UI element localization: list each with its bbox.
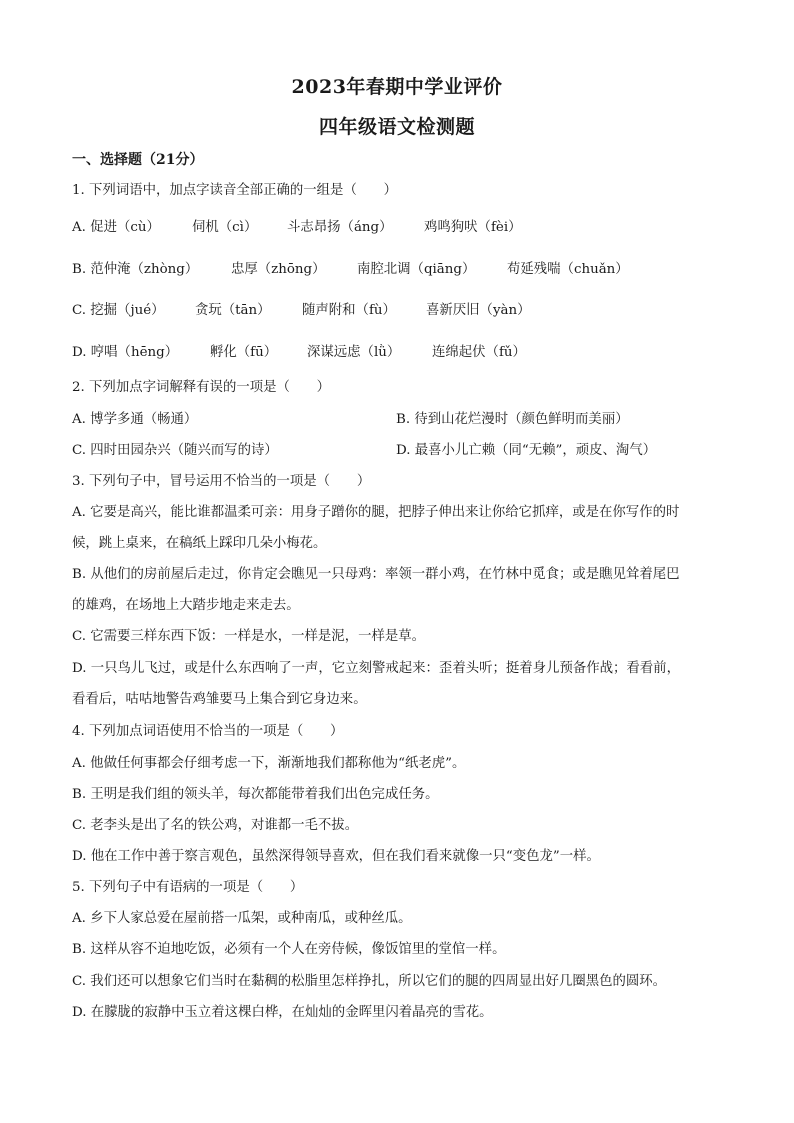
exam-title: 2023年春期中学业评价	[291, 76, 503, 98]
q5-option-c: C. 我们还可以想象它们当时在黏稠的松脂里怎样挣扎，所以它们的腿的四周显出好几圈黑色的圆环。	[72, 974, 667, 989]
q4-option-b: B. 王明是我们组的领头羊，每次都能带着我们出色完成任务。	[72, 787, 439, 802]
q1-option-d-4: 连绵起伏（fǔ）	[432, 345, 526, 360]
q3-option-d-line1: D. 一只鸟儿飞过，或是什么东西响了一声，它立刻警戒起来：歪着头听；挺着身儿预备作战；看看前，	[72, 661, 680, 676]
q1-option-c-4: 喜新厌旧（yàn）	[426, 303, 531, 318]
exam-subtitle: 四年级语文检测题	[318, 116, 475, 138]
q4-option-d: D. 他在工作中善于察言观色，虽然深得领导喜欢，但在我们看来就像一只“变色龙”一样。	[72, 849, 600, 864]
q2-option-c: C. 四时田园杂兴（随兴而写的诗）	[72, 443, 278, 458]
q2-option-d: D. 最喜小儿亡赖（同“无赖”，顽皮、淘气）	[396, 443, 657, 458]
q1-option-d-3: 深谋远虑（lǜ）	[307, 345, 401, 360]
q3-option-d-line2: 看看后，咕咕地警告鸡雏要马上集合到它身边来。	[72, 692, 367, 707]
question-3-stem: 3. 下列句子中，冒号运用不恰当的一项是（ ）	[72, 474, 371, 489]
q1-option-b-3: 南腔北调（qiāng）	[357, 262, 476, 277]
question-5-stem: 5. 下列句子中有语病的一项是（ ）	[72, 880, 304, 895]
q1-option-d-1: D. 哼唱（hēng）	[72, 345, 179, 360]
q3-option-b-line1: B. 从他们的房前屋后走过，你肯定会瞧见一只母鸡：率领一群小鸡，在竹林中觅食；或是瞧见耸着尾巴	[72, 567, 680, 582]
section-heading: 一、选择题（21分）	[72, 152, 204, 168]
q3-option-a-line1: A. 它要是高兴，能比谁都温柔可亲：用身子蹭你的腿，把脖子伸出来让你给它抓痒，或是在你写作的时	[72, 505, 680, 520]
q5-option-d: D. 在朦胧的寂静中玉立着这棵白桦，在灿灿的金晖里闪着晶亮的雪花。	[72, 1005, 493, 1020]
q1-option-d-2: 孵化（fū）	[210, 345, 278, 360]
q4-option-c: C. 老李头是出了名的铁公鸡，对谁都一毛不拔。	[72, 818, 359, 833]
q1-option-a-3: 斗志昂扬（áng）	[287, 220, 393, 235]
question-4-stem: 4. 下列加点词语使用不恰当的一项是（ ）	[72, 724, 344, 739]
q5-option-b: B. 这样从容不迫地吃饭，必须有一个人在旁侍候，像饭馆里的堂倌一样。	[72, 942, 506, 957]
q1-option-a-1: A. 促进（cù）	[72, 220, 160, 235]
q1-option-a-2: 伺机（cì）	[192, 220, 258, 235]
q2-option-a: A. 博学多通（畅通）	[72, 412, 198, 427]
q1-option-c-3: 随声附和（fù）	[302, 303, 396, 318]
q1-option-c-2: 贪玩（tān）	[195, 303, 271, 318]
question-2-stem: 2. 下列加点字词解释有误的一项是（ ）	[72, 380, 331, 395]
q3-option-c: C. 它需要三样东西下饭：一样是水，一样是泥，一样是草。	[72, 629, 426, 644]
q1-option-b-4: 苟延残喘（chuǎn）	[507, 262, 629, 277]
q5-option-a: A. 乡下人家总爱在屋前搭一瓜架，或种南瓜，或种丝瓜。	[72, 911, 412, 926]
q4-option-a: A. 他做任何事都会仔细考虑一下，渐渐地我们都称他为“纸老虎”。	[72, 756, 466, 771]
q2-option-b: B. 待到山花烂漫时（颜色鲜明而美丽）	[396, 412, 629, 427]
q3-option-a-line2: 候，跳上桌来，在稿纸上踩印几朵小梅花。	[72, 536, 327, 551]
q1-option-b-2: 忠厚（zhōng）	[231, 262, 326, 277]
q1-option-c-1: C. 挖掘（jué）	[72, 303, 165, 318]
q3-option-b-line2: 的雄鸡，在场地上大踏步地走来走去。	[72, 598, 300, 613]
q1-option-b-1: B. 范仲淹（zhòng）	[72, 262, 199, 277]
question-1-stem: 1. 下列词语中，加点字读音全部正确的一组是（ ）	[72, 183, 398, 198]
q1-option-a-4: 鸡鸣狗吠（fèi）	[424, 220, 522, 235]
